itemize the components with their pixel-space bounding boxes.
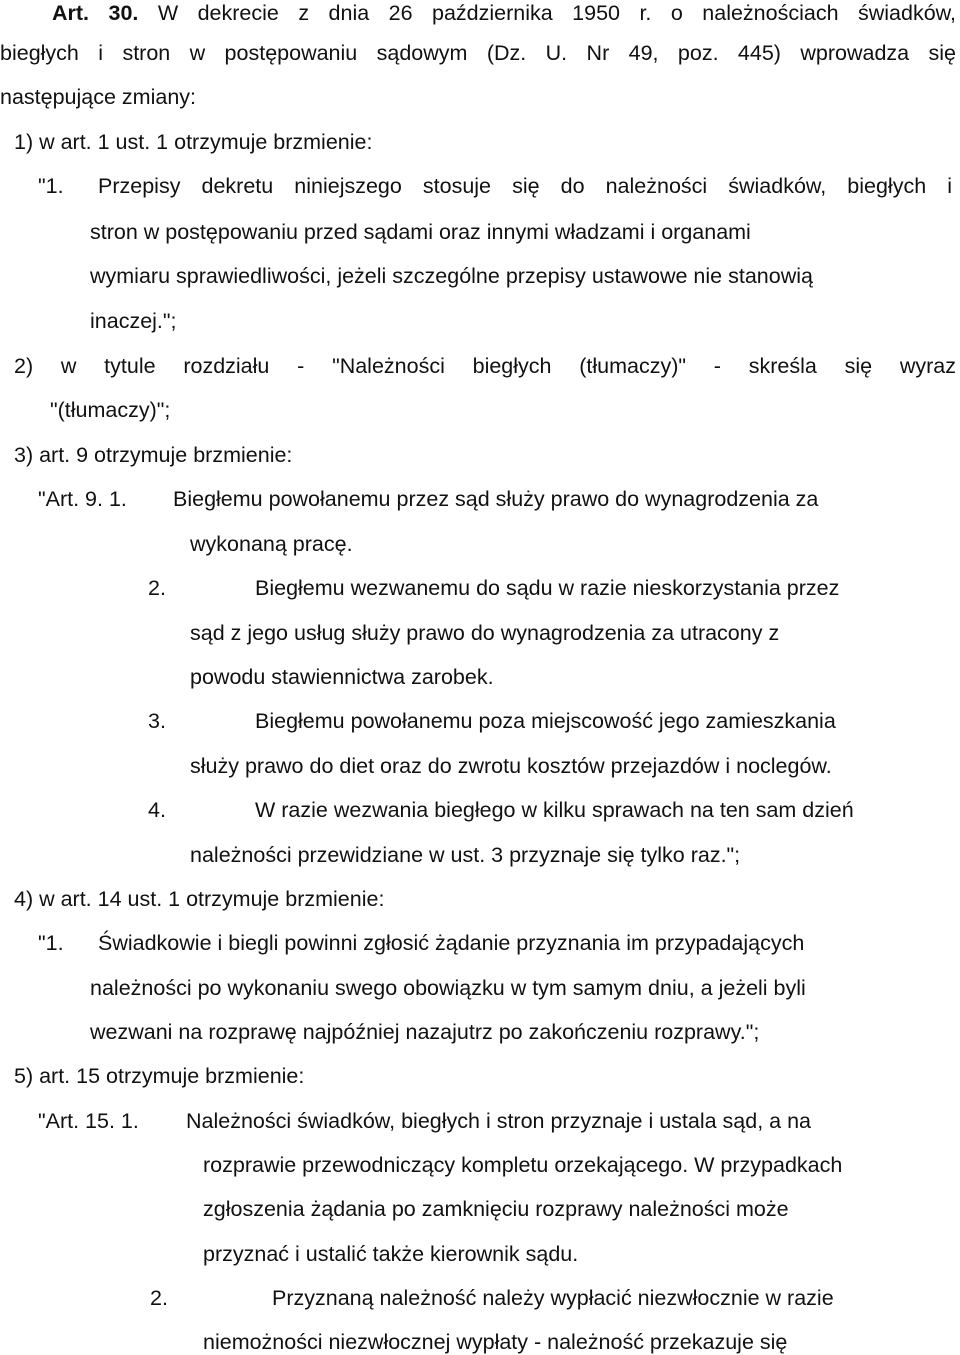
article-intro-line-3: następujące zmiany:: [0, 85, 196, 109]
item-5-p1-line-1: Należności świadków, biegłych i stron przyznaje i ustala sąd, a na: [186, 1109, 812, 1133]
item-3-header: 3) art. 9 otrzymuje brzmienie:: [14, 443, 293, 467]
item-5-p2-line-1: Przyznaną należność należy wypłacić niezwłocznie w razie: [272, 1286, 834, 1310]
item-1-line-1: Przepisy dekretu niniejszego stosuje się do należności świadków, biegłych i: [98, 174, 952, 198]
item-1-header: 1) w art. 1 ust. 1 otrzymuje brzmienie:: [14, 130, 373, 154]
item-3-art-label: "Art. 9. 1.: [38, 487, 127, 511]
item-2-line-1: 2) w tytule rozdziału - "Należności biegłych (tłumaczy)" - skreśla się wyraz: [14, 354, 956, 378]
item-5-p1-line-3: zgłoszenia żądania po zamknięciu rozprawy należności może: [203, 1197, 789, 1221]
item-3-p1-line-2: wykonaną pracę.: [190, 532, 353, 556]
item-3-p3-line-1: Biegłemu powołanemu poza miejscowość jego zamieszkania: [255, 709, 836, 733]
item-5-p1-line-4: przyznać i ustalić także kierownik sądu.: [203, 1242, 579, 1266]
article-intro-line-1: [52, 0, 956, 26]
item-3-p2-line-2: sąd z jego usług służy prawo do wynagrodzenia za utracony z: [190, 621, 780, 645]
item-3-p2-number: 2.: [148, 576, 166, 600]
item-4-line-2: należności po wykonaniu swego obowiązku w tym samym dniu, a jeżeli byli: [90, 976, 806, 1000]
item-3-p3-line-2: służy prawo do diet oraz do zwrotu kosztów przejazdów i noclegów.: [190, 754, 832, 778]
item-4-quote-number: "1.: [38, 931, 64, 955]
item-3-p4-line-2: należności przewidziane w ust. 3 przyznaje się tylko raz.";: [190, 843, 741, 867]
item-5-art-label: "Art. 15. 1.: [38, 1109, 139, 1133]
item-3-p3-number: 3.: [148, 709, 166, 733]
item-1-line-3: wymiaru sprawiedliwości, jeżeli szczególne przepisy ustawowe nie stanowią: [90, 264, 813, 288]
item-3-p2-line-1: Biegłemu wezwanemu do sądu w razie nieskorzystania przez: [255, 576, 840, 600]
article-intro-text: W dekrecie z dnia 26 października 1950 r. o należnościach świadków,: [157, 1, 956, 25]
item-1-quote-number: "1.: [38, 174, 64, 198]
item-5-p2-number: 2.: [150, 1286, 168, 1310]
item-1-line-2: stron w postępowaniu przed sądami oraz innymi władzami i organami: [90, 220, 751, 244]
item-5-p1-line-2: rozprawie przewodniczący kompletu orzekającego. W przypadkach: [203, 1153, 843, 1177]
item-5-p2-line-2: niemożności niezwłocznej wypłaty - należność przekazuje się: [203, 1330, 788, 1354]
item-3-p4-line-1: W razie wezwania biegłego w kilku sprawach na ten sam dzień: [255, 798, 854, 822]
item-3-p4-number: 4.: [148, 798, 166, 822]
item-4-header: 4) w art. 14 ust. 1 otrzymuje brzmienie:: [14, 887, 385, 911]
item-3-p1-line-1: Biegłemu powołanemu przez sąd służy prawo do wynagrodzenia za: [173, 487, 819, 511]
item-4-line-3: wezwani na rozprawę najpóźniej nazajutrz po zakończeniu rozprawy.";: [90, 1020, 760, 1044]
item-4-line-1: Świadkowie i biegli powinni zgłosić żądanie przyznania im przypadających: [98, 931, 805, 955]
item-5-header: 5) art. 15 otrzymuje brzmienie:: [14, 1064, 305, 1088]
article-intro-line-2: biegłych i stron w postępowaniu sądowym (Dz. U. Nr 49, poz. 445) wprowadza się: [0, 41, 956, 65]
item-1-line-4: inaczej.";: [90, 309, 177, 333]
item-3-p2-line-3: powodu stawiennictwa zarobek.: [190, 665, 494, 689]
item-2-line-2: "(tłumaczy)";: [50, 398, 171, 422]
article-label: Art. 30.: [52, 1, 139, 25]
